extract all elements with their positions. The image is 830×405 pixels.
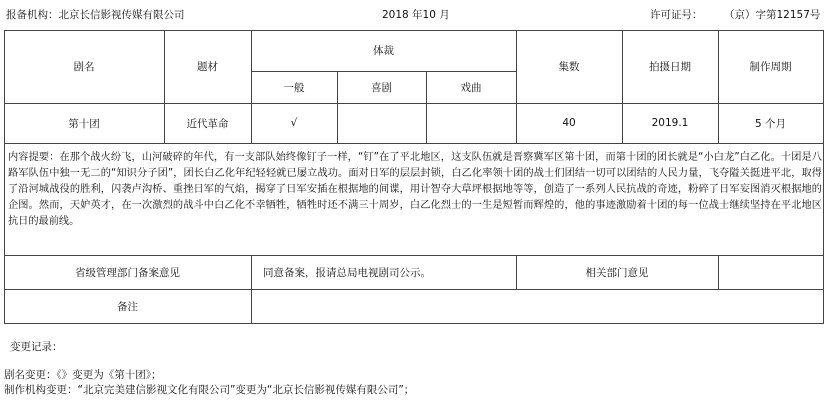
cell-opera — [426, 103, 516, 143]
table-line — [4, 323, 824, 324]
col-header-genre: 体裁 — [373, 45, 394, 57]
table-line — [4, 143, 824, 144]
col-header-comedy: 喜剧 — [371, 81, 392, 94]
header-org: 报备机构：北京长信影视传媒有限公司 — [6, 9, 185, 21]
license-label: 许可证号： — [650, 9, 703, 21]
col-header-title: 剧名 — [73, 61, 95, 73]
col-header-opera: 戏曲 — [460, 81, 482, 94]
col-header-cycle: 制作周期 — [749, 61, 792, 73]
cell-episodes: 40 — [562, 117, 576, 129]
cell-title: 第十团 — [68, 117, 100, 130]
cell-general-check: √ — [290, 117, 298, 129]
table-line — [823, 30, 824, 323]
header-date: 2018 年10 月 — [382, 9, 450, 21]
cell-comedy — [337, 103, 426, 143]
col-header-shoot-date: 拍摄日期 — [649, 61, 691, 73]
remarks-label: 备注 — [117, 300, 138, 313]
org-change-text: 制作机构变更：“北京完美建信影视文化有限公司”变更为“北京长信影视传媒有限公司”； — [4, 384, 415, 396]
provincial-opinion: 同意备案，报请总局电视剧司公示。 — [263, 266, 431, 279]
license-number: （京）字第12157号 — [724, 9, 821, 21]
cell-subject: 近代革命 — [186, 117, 229, 130]
col-header-episodes: 集数 — [558, 61, 580, 73]
synopsis-text: 内容提要：在那个战火纷飞，山河破碎的年代，有一支部队始终像钉子一样，“钉”在了平北地区，这支队伍就是晋察冀军区第十团，而第十团的团长就是“小白龙”白乙化。十团是八路军队伍中独一无二的“知识分子团”，团长白乙化年纪轻轻就已屡立战功。面对日军的层层封锁，白乙化率领十团的战士们团结一切可以团结的人民力量，飞夺隘关挺进平北，取得了沿河城战役的胜利，闪袭卢沟桥、重挫日军的气焰，揭穿了日军安插在根据地的间谍，用计智夺大草坪根据地等等，创造了一系列人民抗战的奇迹，粉碎了日军妄图消灭根据地的企图。然而，天妒英才，在一次激烈的战斗中白乙化不幸牺牲，牺牲时还不满三十周岁，白乙化烈士的一生是短暂而辉煌的，他的事迹激励着十团的每一位战士继续坚持在平北地区抗日的最前线。 — [8, 152, 822, 227]
provincial-label: 省级管理部门备案意见 — [75, 266, 180, 279]
title-change-text: 剧名变更：《》变更为《第十团》； — [4, 369, 162, 381]
cell-cycle: 5 个月 — [754, 117, 787, 130]
cell-shoot-date: 2019.1 — [651, 117, 689, 129]
remarks-value — [251, 289, 823, 323]
related-label: 相关部门意见 — [585, 266, 649, 279]
change-record-label: 变更记录： — [10, 341, 63, 353]
col-header-general: 一般 — [283, 81, 305, 94]
related-opinion — [718, 255, 823, 289]
col-header-subject: 题材 — [197, 61, 218, 73]
